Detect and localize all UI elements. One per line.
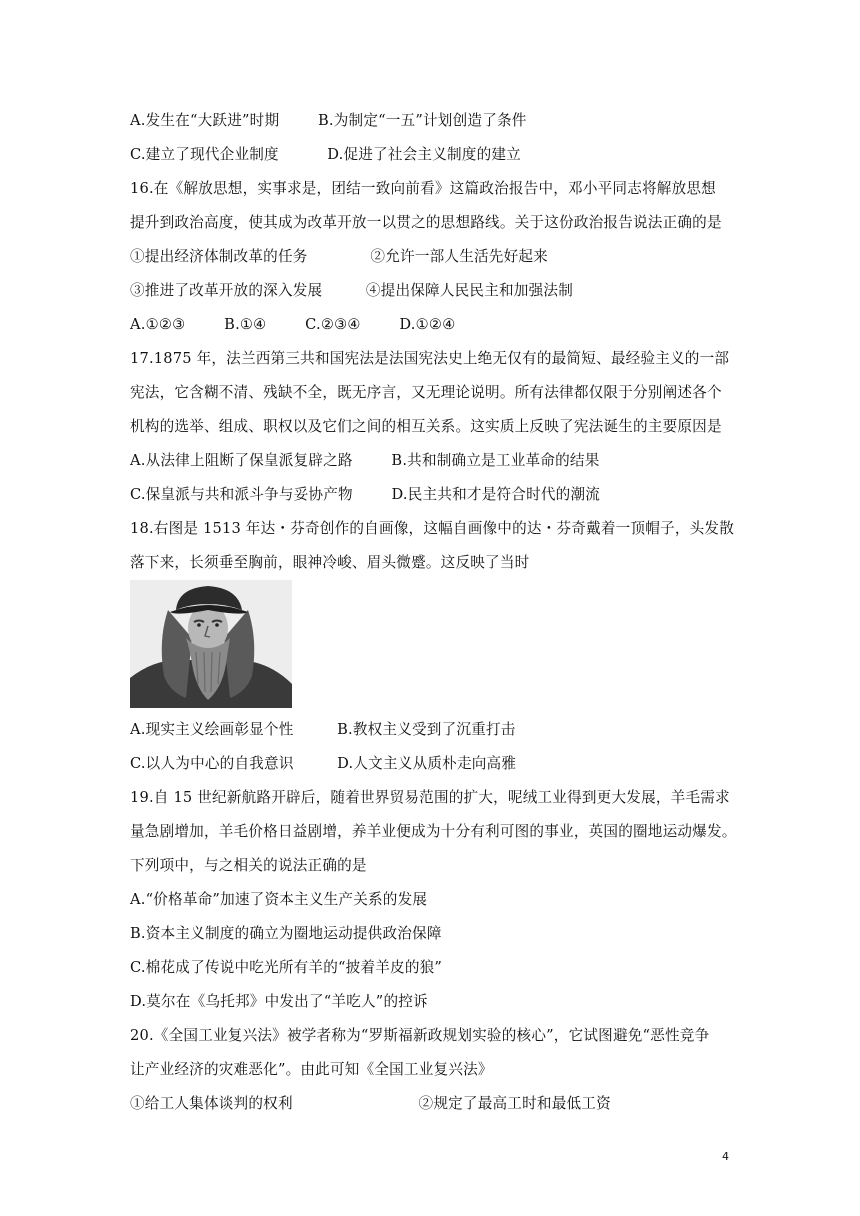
q18-stem-line2: 落下来，长须垂至胸前，眼神冷峻、眉头微蹙。这反映了当时 <box>130 554 530 571</box>
q16-statements-12: ①提出经济体制改革的任务 ②允许一部人生活先好起来 <box>130 248 548 265</box>
da-vinci-portrait-image <box>130 580 292 708</box>
q19-option-c: C.棉花成了传说中吃光所有羊的“披着羊皮的狼” <box>130 959 443 976</box>
q17-stem-line2: 宪法，它含糊不清、残缺不全，既无序言，又无理论说明。所有法律都仅限于分别阐述各个 <box>130 384 722 401</box>
q17-stem-line1: 17.1875 年，法兰西第三共和国宪法是法国宪法史上绝无仅有的最简短、最经验主义的一部 <box>130 350 730 367</box>
q19-stem-line3: 下列项中，与之相关的说法正确的是 <box>130 857 367 874</box>
q16-statements-34: ③推进了改革开放的深入发展 ④提出保障人民民主和加强法制 <box>130 282 573 299</box>
q18-options-cd: C.以人为中心的自我意识 D.人文主义从质朴走向高雅 <box>130 755 517 772</box>
q17-stem-line3: 机构的选举、组成、职权以及它们之间的相互关系。这实质上反映了宪法诞生的主要原因是 <box>130 418 722 435</box>
q15-options-cd: C.建立了现代企业制度 D.促进了社会主义制度的建立 <box>130 146 521 163</box>
q19-option-b: B.资本主义制度的确立为圈地运动提供政治保障 <box>130 925 442 942</box>
q19-stem-line1: 19.自 15 世纪新航路开辟后，随着世界贸易范围的扩大，呢绒工业得到更大发展，羊毛需求 <box>130 789 730 806</box>
q17-options-ab: A.从法律上阻断了保皇派复辟之路 B.共和制确立是工业革命的结果 <box>130 452 600 469</box>
q19-option-a: A.“价格革命”加速了资本主义生产关系的发展 <box>130 891 428 908</box>
q16-stem-line2: 提升到政治高度，使其成为改革开放一以贯之的思想路线。关于这份政治报告说法正确的是 <box>130 214 722 231</box>
q16-stem-line1: 16.在《解放思想，实事求是，团结一致向前看》这篇政治报告中，邓小平同志将解放思想 <box>130 180 716 197</box>
q15-options-ab: A.发生在“大跃进”时期 B.为制定“一五”计划创造了条件 <box>130 112 527 129</box>
q17-options-cd: C.保皇派与共和派斗争与妥协产物 D.民主共和才是符合时代的潮流 <box>130 486 601 503</box>
q19-stem-line2: 量急剧增加，羊毛价格日益剧增，养羊业便成为十分有利可图的事业，英国的圈地运动爆发。 <box>130 823 737 840</box>
q20-stem-line1: 20.《全国工业复兴法》被学者称为“罗斯福新政规划实验的核心”，它试图避免“恶性竞争 <box>130 1027 710 1044</box>
q20-statements-12: ①给工人集体谈判的权利 ②规定了最高工时和最低工资 <box>130 1095 611 1112</box>
q18-options-ab: A.现实主义绘画彰显个性 B.教权主义受到了沉重打击 <box>130 721 516 738</box>
q18-stem-line1: 18.右图是 1513 年达・芬奇创作的自画像，这幅自画像中的达・芬奇戴着一顶帽子，头发散 <box>130 520 735 537</box>
q19-option-d: D.莫尔在《乌托邦》中发出了“羊吃人”的控诉 <box>130 993 428 1010</box>
page-number: 4 <box>722 1150 729 1163</box>
q20-stem-line2: 让产业经济的灾难恶化”。由此可知《全国工业复兴法》 <box>130 1061 493 1078</box>
q16-options: A.①②③ B.①④ C.②③④ D.①②④ <box>130 316 456 333</box>
